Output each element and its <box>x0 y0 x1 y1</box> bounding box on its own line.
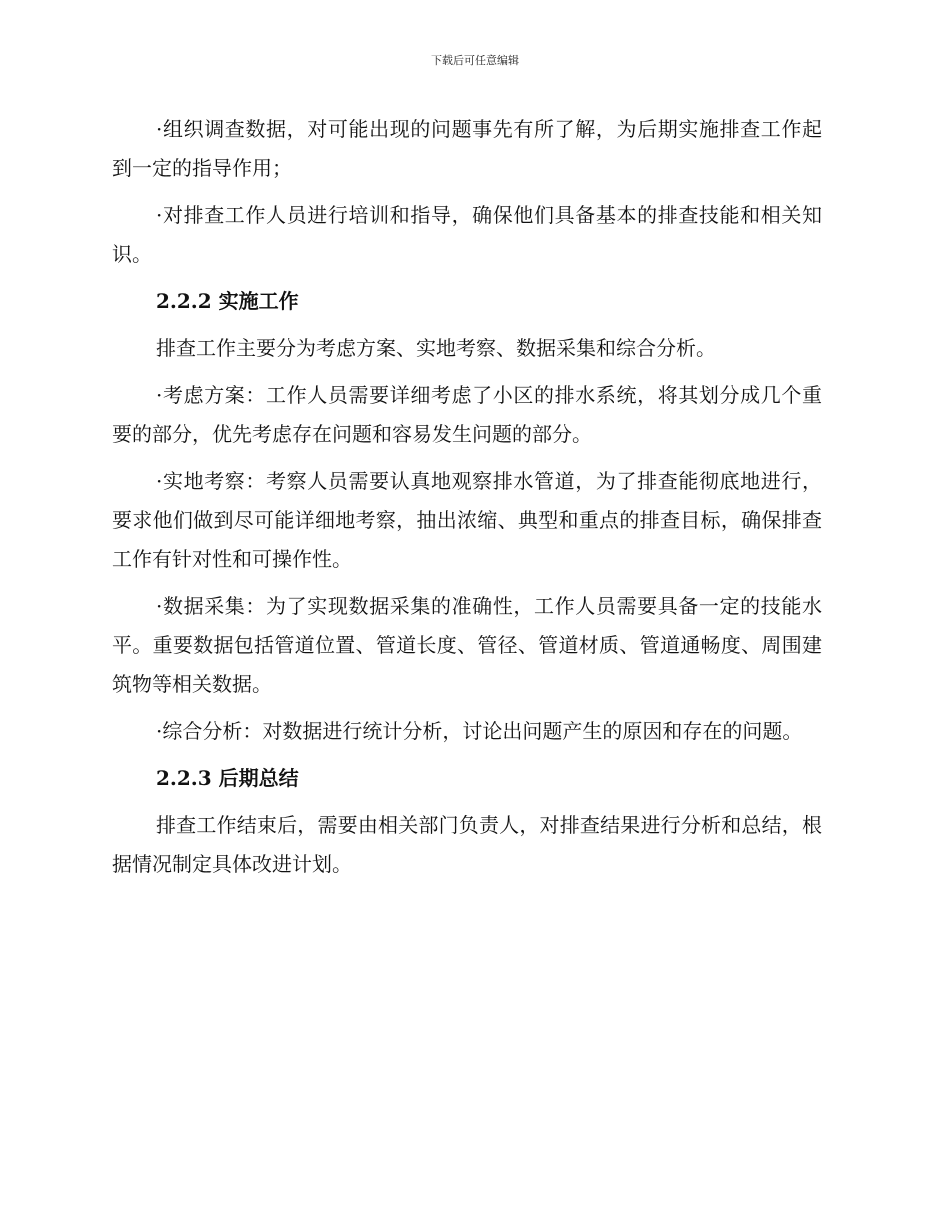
paragraph-summary: 排查工作结束后，需要由相关部门负责人，对排查结果进行分析和总结，根据情况制定具体改进计划。 <box>112 813 822 876</box>
paragraph-organize-data: ·组织调查数据，对可能出现的问题事先有所了解，为后期实施排查工作起到一定的指导作用； <box>112 117 822 180</box>
section-heading-implementation: 2.2.2 实施工作 <box>156 289 299 313</box>
paragraph-field-inspection: ·实地考察：考察人员需要认真地观察排水管道，为了排查能彻底地进行，要求他们做到尽可能详细地考察，抽出浓缩、典型和重点的排查目标，确保排查工作有针对性和可操作性。 <box>112 469 822 571</box>
section-heading-summary: 2.2.3 后期总结 <box>156 766 299 790</box>
header-note: 下载后可任意编辑 <box>431 54 519 67</box>
document-body <box>112 110 822 892</box>
paragraph-analysis: ·综合分析：对数据进行统计分析，讨论出问题产生的原因和存在的问题。 <box>156 719 803 743</box>
paragraph-data-collection: ·数据采集：为了实现数据采集的准确性，工作人员需要具备一定的技能水平。重要数据包括管道位置、管道长度、管径、管道材质、管道通畅度、周围建筑物等相关数据。 <box>112 594 822 696</box>
paragraph-plan: ·考虑方案：工作人员需要详细考虑了小区的排水系统，将其划分成几个重要的部分，优先考虑存在问题和容易发生问题的部分。 <box>112 383 822 446</box>
paragraph-overview: 排查工作主要分为考虑方案、实地考察、数据采集和综合分析。 <box>156 336 716 360</box>
paragraph-training: ·对排查工作人员进行培训和指导，确保他们具备基本的排查技能和相关知识。 <box>112 203 822 266</box>
